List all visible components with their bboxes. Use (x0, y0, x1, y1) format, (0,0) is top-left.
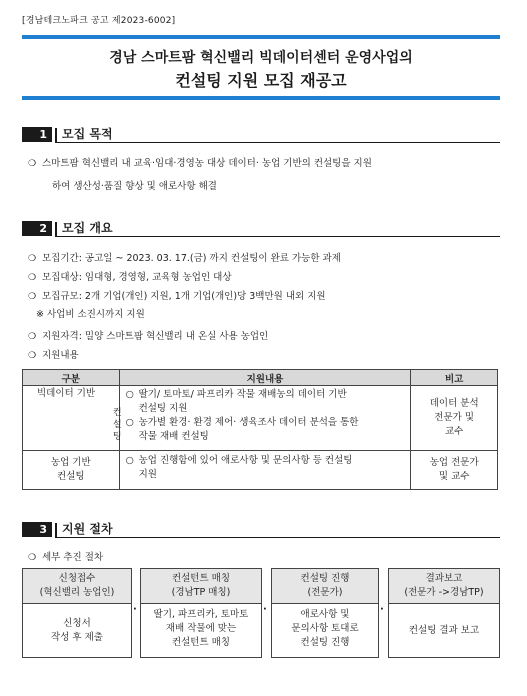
step-body-text: 문의사항 토대로 (291, 623, 359, 634)
process-step (388, 568, 500, 658)
section-number: 1 (22, 127, 52, 142)
overview-text: 지원자격: 밀양 스마트팜 혁신밸리 내 온실 사용 농업인 (42, 331, 269, 342)
section-1-heading (22, 127, 500, 143)
process-step-body (389, 604, 499, 638)
step-body-text: 딸기, 파프리카, 토마토 (153, 609, 249, 620)
bullet-icon: ○ (125, 455, 134, 466)
step-title: 결과보고 (425, 573, 463, 584)
note-text: 데이터 분석 (429, 398, 479, 409)
note-text: 교수 (444, 426, 464, 437)
process-step (271, 568, 379, 658)
step-separator: · (380, 604, 384, 615)
category-text: 농업 기반 (50, 457, 91, 468)
table-cell-category (23, 386, 120, 451)
overview-item (28, 269, 232, 283)
overview-item (28, 328, 268, 342)
section-label: 모집 목적 (62, 127, 113, 141)
bullet-icon: ○ (125, 417, 134, 428)
process-step-body (272, 604, 378, 650)
content-item (126, 416, 407, 444)
support-table (22, 369, 498, 490)
bullet-icon: ❍ (28, 553, 37, 563)
step-title: 컨설턴트 매칭 (171, 573, 231, 584)
table-header: 비고 (411, 370, 498, 386)
overview-item (28, 250, 341, 264)
table-row (23, 386, 498, 451)
step-separator: · (263, 604, 267, 615)
content-item (126, 388, 407, 416)
table-cell-category (23, 451, 120, 490)
purpose-line-2: 하여 생산성·품질 향상 및 애로사항 해결 (52, 181, 217, 192)
procedure-intro-text: 세부 추진 절차 (42, 552, 104, 563)
title-bottom-rule (22, 96, 500, 100)
section-rule (55, 236, 500, 237)
category-char: 설 (112, 420, 122, 430)
bullet-icon: ○ (125, 389, 134, 400)
overview-text: 지원내용 (42, 350, 79, 361)
doc-number: [경남테크노파크 공고 제2023-6002] (22, 16, 176, 26)
category-text: 빅데이터 기반 (37, 388, 96, 399)
process-step-head (23, 569, 131, 604)
content-text: 컨설팅 지원 (138, 403, 188, 414)
step-subtitle: (혁신밸리 농업인) (39, 587, 115, 598)
category-char: 컨 (112, 408, 122, 418)
process-step-head (272, 569, 378, 604)
purpose-text: 스마트팜 혁신밸리 내 교육·임대·경영농 대상 데이터· 농업 기반의 컨설팅을 지원 (42, 158, 372, 169)
section-label: 지원 절차 (62, 522, 113, 536)
section-rule (55, 142, 500, 143)
table-cell-content (119, 386, 411, 451)
table-header-row (23, 370, 498, 386)
process-step (22, 568, 132, 658)
table-header: 지원내용 (119, 370, 411, 386)
process-step (140, 568, 262, 658)
content-text: 농업 진행함에 있어 애로사항 및 문의사항 등 컨설팅 (138, 455, 353, 466)
title-line-2: 컨설팅 지원 모집 재공고 (175, 71, 347, 90)
step-subtitle: (전문가) (307, 587, 343, 598)
content-text: 딸기/ 토마토/ 파프리카 작물 재배농의 데이터 기반 (138, 389, 347, 400)
note-text: 및 교수 (438, 471, 470, 482)
note-text: 전문가 및 (434, 412, 475, 423)
step-title: 컨설팅 진행 (300, 573, 350, 584)
bullet-icon: ❍ (28, 273, 37, 283)
content-item (126, 454, 407, 482)
section-2-heading (22, 221, 500, 237)
step-body-text: 작성 후 제출 (51, 632, 103, 643)
purpose-line-1 (28, 155, 372, 169)
category-text: 컨설팅 (57, 471, 85, 482)
section-divider (55, 523, 57, 537)
section-divider (55, 128, 57, 142)
title-line-1: 경남 스마트팜 혁신밸리 빅데이터센터 운영사업의 (109, 50, 413, 66)
table-cell-note (411, 451, 498, 490)
category-vertical-text (113, 407, 122, 443)
step-subtitle: (경남TP 매칭) (171, 587, 231, 598)
content-text: 농가별 환경· 환경 제어· 생육조사 데이터 분석을 통한 (138, 417, 359, 428)
bullet-icon: ❍ (28, 254, 37, 264)
step-body-text: 컨설팅 결과 보고 (408, 625, 480, 636)
step-body-text: 재배 작물에 맞는 (165, 623, 237, 634)
table-header: 구분 (23, 370, 120, 386)
table-row (23, 451, 498, 490)
overview-note: ※ 사업비 소진시까지 지원 (36, 309, 145, 320)
section-label: 모집 개요 (62, 221, 113, 235)
overview-text: 모집규모: 2개 기업(개인) 지원, 1개 기업(개인)당 3백만원 내외 지원 (42, 291, 326, 302)
table-cell-content (119, 451, 411, 490)
step-body-text: 애로사항 및 (300, 609, 350, 620)
overview-item (28, 347, 79, 361)
step-body-text: 신청서 (63, 618, 91, 629)
overview-text: 모집대상: 임대형, 경영형, 교육형 농업인 대상 (42, 272, 232, 283)
section-divider (55, 222, 57, 236)
bullet-icon: ❍ (28, 292, 37, 302)
section-number: 3 (22, 522, 52, 537)
bullet-icon: ❍ (28, 332, 37, 342)
process-step-body (141, 604, 261, 650)
step-subtitle: (전문가 ->경남TP) (404, 587, 484, 598)
bullet-icon: ❍ (28, 159, 37, 169)
procedure-intro (28, 549, 103, 563)
section-rule (55, 537, 500, 538)
title-top-rule (22, 35, 500, 39)
overview-text: 모집기간: 공고일 ~ 2023. 03. 17.(금) 까지 컨설팅이 완료 가능한 과제 (42, 253, 341, 264)
step-body-text: 컨설턴트 매칭 (171, 637, 231, 648)
step-body-text: 컨설팅 진행 (300, 637, 350, 648)
process-step-head (141, 569, 261, 604)
step-title: 신청접수 (58, 573, 96, 584)
process-step-head (389, 569, 499, 604)
overview-item (28, 288, 326, 302)
content-text: 작물 재배 컨설팅 (138, 431, 209, 442)
section-3-heading (22, 522, 500, 538)
section-number: 2 (22, 221, 52, 236)
note-text: 농업 전문가 (429, 457, 479, 468)
table-cell-note (411, 386, 498, 451)
process-step-body (23, 604, 131, 645)
step-separator: · (133, 604, 137, 615)
bullet-icon: ❍ (28, 351, 37, 361)
category-char: 팅 (112, 432, 122, 442)
content-text: 지원 (138, 469, 157, 480)
